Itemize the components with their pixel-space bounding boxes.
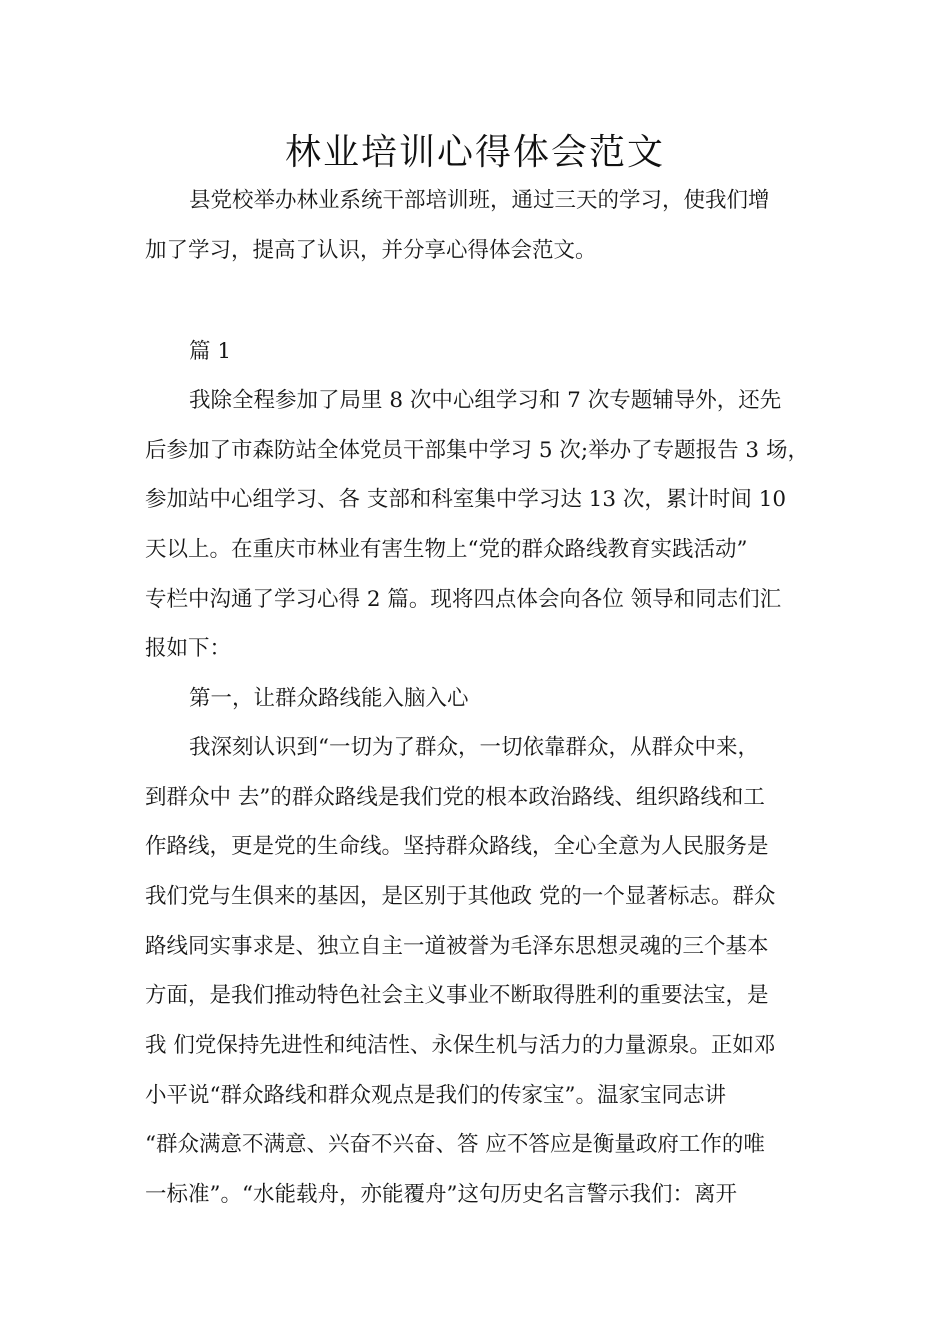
paragraph-line: 加了学习，提高了认识，并分享心得体会范文。 bbox=[145, 238, 597, 263]
paragraph-line: 后参加了市森防站全体党员干部集中学习 5 次;举办了专题报告 3 场， bbox=[145, 438, 809, 463]
paragraph-line: 我除全程参加了局里 8 次中心组学习和 7 次专题辅导外，还先 bbox=[189, 388, 782, 413]
document-title: 林业培训心得体会范文 bbox=[284, 132, 665, 173]
paragraph-line: 一标准”。“水能载舟，亦能覆舟”这句历史名言警示我们：离开 bbox=[145, 1182, 737, 1207]
section-heading: 篇 1 bbox=[189, 339, 232, 364]
paragraph-line: 专栏中沟通了学习心得 2 篇。现将四点体会向各位 领导和同志们汇 bbox=[145, 587, 782, 612]
paragraph-line: 参加站中心组学习、各 支部和科室集中学习达 13 次，累计时间 10 bbox=[145, 487, 787, 512]
paragraph-line: 我深刻认识到“一切为了群众，一切依靠群众，从群众中来， bbox=[189, 735, 759, 760]
paragraph-line: 县党校举办林业系统干部培训班，通过三天的学习，使我们增 bbox=[189, 188, 770, 213]
paragraph-line: 到群众中 去”的群众路线是我们党的根本政治路线、组织路线和工 bbox=[145, 785, 765, 810]
paragraph-line: 报如下： bbox=[145, 636, 232, 661]
paragraph-line: 天以上。在重庆市林业有害生物上“党的群众路线教育实践活动” bbox=[145, 537, 748, 562]
paragraph-line: 路线同实事求是、独立自主一道被誉为毛泽东思想灵魂的三个基本 bbox=[145, 934, 769, 959]
subheading: 第一，让群众路线能入脑入心 bbox=[189, 686, 469, 711]
paragraph-line: 我 们党保持先进性和纯洁性、永保生机与活力的力量源泉。正如邓 bbox=[145, 1033, 776, 1058]
paragraph-line: “群众满意不满意、兴奋不兴奋、答 应不答应是衡量政府工作的唯 bbox=[145, 1132, 765, 1157]
paragraph-line: 我们党与生俱来的基因，是区别于其他政 党的一个显著标志。群众 bbox=[145, 884, 776, 909]
paragraph-line: 方面，是我们推动特色社会主义事业不断取得胜利的重要法宝，是 bbox=[145, 983, 769, 1008]
paragraph-line: 作路线，更是党的生命线。坚持群众路线，全心全意为人民服务是 bbox=[145, 834, 769, 859]
paragraph-line: 小平说“群众路线和群众观点是我们的传家宝”。温家宝同志讲 bbox=[145, 1083, 726, 1108]
